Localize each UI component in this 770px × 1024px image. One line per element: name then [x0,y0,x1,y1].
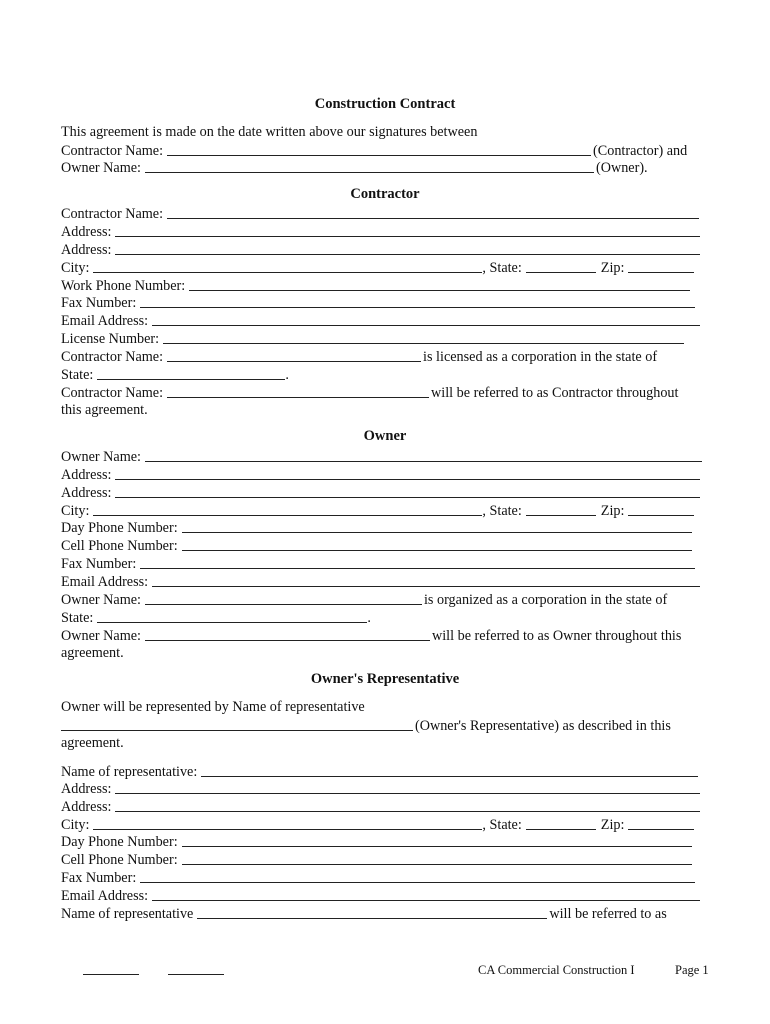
representative-email-field[interactable] [152,887,700,901]
field-suffix: will be referred to as Owner throughout this [431,628,682,644]
owner-email-field[interactable] [152,573,700,587]
field-label: Contractor Name: [61,206,164,222]
sentence-end: this agreement. [61,402,148,418]
intro-owner-row [61,158,648,176]
field-label: Owner Name: [61,592,141,608]
contractor-fax-row [61,293,697,311]
field-suffix: (Owner's Representative) as described in this [415,718,671,734]
field-label: Work Phone Number: [61,278,186,294]
representative-day-phone-field[interactable] [182,833,692,847]
representative-city-row [61,815,696,833]
contractor-referred-row [61,383,678,401]
field-label: City: [61,260,90,276]
field-suffix: will be referred to as [549,906,667,922]
representative-state-field[interactable] [526,816,596,830]
owner-address2-field[interactable] [115,484,700,498]
field-label: Contractor Name: [61,385,164,401]
representative-name-field[interactable] [201,763,698,777]
representative-intro-text: Owner will be represented by Name of representative [61,699,365,715]
owner-cell-phone-field[interactable] [182,537,692,551]
field-label: Email Address: [61,888,149,904]
field-label: City: [61,503,90,519]
owner-zip-field[interactable] [628,502,694,516]
field-label: Fax Number: [61,870,137,886]
owner-address1-row [61,465,702,483]
representative-address2-row [61,797,702,815]
contractor-name-row [61,204,701,222]
representative-zip-field[interactable] [628,816,694,830]
field-label: Address: [61,485,112,501]
representative-name-row [61,762,700,780]
field-label: Zip: [600,260,625,276]
field-label: City: [61,817,90,833]
representative-intro-row [61,716,671,734]
representative-cell-phone-field[interactable] [182,851,692,865]
representative-fax-row [61,868,697,886]
field-suffix: (Owner). [595,160,648,176]
field-label: Contractor Name: [61,143,164,159]
page-title: Construction Contract [314,96,456,112]
contractor-email-field[interactable] [152,312,700,326]
field-label: Name of representative: [61,764,198,780]
field-label: Owner Name: [61,628,141,644]
field-label: License Number: [61,331,160,347]
field-label: Address: [61,781,112,797]
intro-text: This agreement is made on the date written above our signatures between [61,124,478,140]
field-label: , State: [482,260,522,276]
owner-fax-field[interactable] [140,555,695,569]
owner-organized-name-field[interactable] [145,591,422,605]
field-label: Email Address: [61,313,149,329]
field-label: Owner Name: [61,449,141,465]
contractor-name-field[interactable] [167,205,699,219]
owner-city-field[interactable] [93,502,482,516]
field-suffix: (Contractor) and [593,143,688,159]
field-label: Address: [61,467,112,483]
representative-address1-row [61,779,702,797]
representative-referred-name-field[interactable] [197,905,547,919]
contractor-license-field[interactable] [163,330,684,344]
contractor-work-phone-row [61,276,692,294]
contractor-zip-field[interactable] [628,259,694,273]
field-label: Day Phone Number: [61,834,178,850]
field-label: Fax Number: [61,295,137,311]
owner-cell-phone-row [61,536,694,554]
representative-address2-field[interactable] [115,798,700,812]
initials-line-1[interactable] [83,974,139,975]
owner-email-row [61,572,702,590]
owner-state-of-incorporation-field[interactable] [97,609,367,623]
footer-form-name: CA Commercial Construction I [478,963,635,977]
owner-name-field[interactable] [145,448,702,462]
field-label: , State: [482,503,522,519]
contractor-state-field[interactable] [526,259,596,273]
representative-cell-phone-row [61,850,694,868]
representative-address1-field[interactable] [115,780,700,794]
field-label: Address: [61,242,112,258]
owner-state-field[interactable] [526,502,596,516]
contractor-license-row [61,329,686,347]
owner-referred-name-field[interactable] [145,627,430,641]
owner-city-row [61,501,696,519]
contractor-address2-row [61,240,702,258]
section-heading-contractor: Contractor [350,186,420,202]
field-label: Cell Phone Number: [61,538,178,554]
section-heading-representative: Owner's Representative [310,671,460,687]
representative-email-row [61,886,702,904]
intro-contractor-row [61,141,687,159]
contractor-state-of-incorporation-field[interactable] [97,366,285,380]
contractor-licensed-name-field[interactable] [167,348,421,362]
field-label: State: [61,367,94,383]
field-label: Zip: [600,817,625,833]
field-label: Address: [61,799,112,815]
field-label: , State: [482,817,522,833]
contractor-email-row [61,311,702,329]
field-label: Day Phone Number: [61,520,178,536]
intro-contractor-name-field[interactable] [167,142,591,156]
contractor-licensed-row [61,347,657,365]
field-label: State: [61,610,94,626]
owner-name-row [61,447,704,465]
representative-referred-row [61,904,667,922]
field-label: Address: [61,224,112,240]
punctuation: . [285,367,289,383]
field-label: Name of representative [61,906,194,922]
representative-fax-field[interactable] [140,869,695,883]
field-label: Fax Number: [61,556,137,572]
punctuation: . [367,610,371,626]
sentence-end: agreement. [61,645,124,661]
owner-state-row [61,608,371,626]
field-suffix: is organized as a corporation in the state of [423,592,668,608]
field-label: Owner Name: [61,160,141,176]
representative-intro-name-field[interactable] [61,717,413,731]
contractor-referred-name-field[interactable] [167,384,429,398]
intro-owner-name-field[interactable] [145,159,594,173]
field-suffix: is licensed as a corporation in the state of [423,349,658,365]
contractor-address1-field[interactable] [115,223,700,237]
contractor-address2-field[interactable] [115,241,700,255]
field-label: Email Address: [61,574,149,590]
owner-day-phone-field[interactable] [182,519,692,533]
owner-fax-row [61,554,697,572]
owner-address1-field[interactable] [115,466,700,480]
contractor-city-field[interactable] [93,259,482,273]
sentence-end: agreement. [61,735,124,751]
owner-referred-row [61,626,681,644]
representative-day-phone-row [61,832,694,850]
section-heading-owner: Owner [363,428,407,444]
contractor-city-row [61,258,696,276]
contractor-work-phone-field[interactable] [189,277,690,291]
contractor-address1-row [61,222,702,240]
owner-day-phone-row [61,518,694,536]
footer-page-number: Page 1 [675,963,709,977]
field-label: Zip: [600,503,625,519]
owner-address2-row [61,483,702,501]
field-label: Contractor Name: [61,349,164,365]
representative-city-field[interactable] [93,816,482,830]
contractor-fax-field[interactable] [140,294,695,308]
initials-line-2[interactable] [168,974,224,975]
contractor-state-row [61,365,289,383]
field-label: Cell Phone Number: [61,852,178,868]
owner-organized-row [61,590,667,608]
field-suffix: will be referred to as Contractor throughout [431,385,679,401]
